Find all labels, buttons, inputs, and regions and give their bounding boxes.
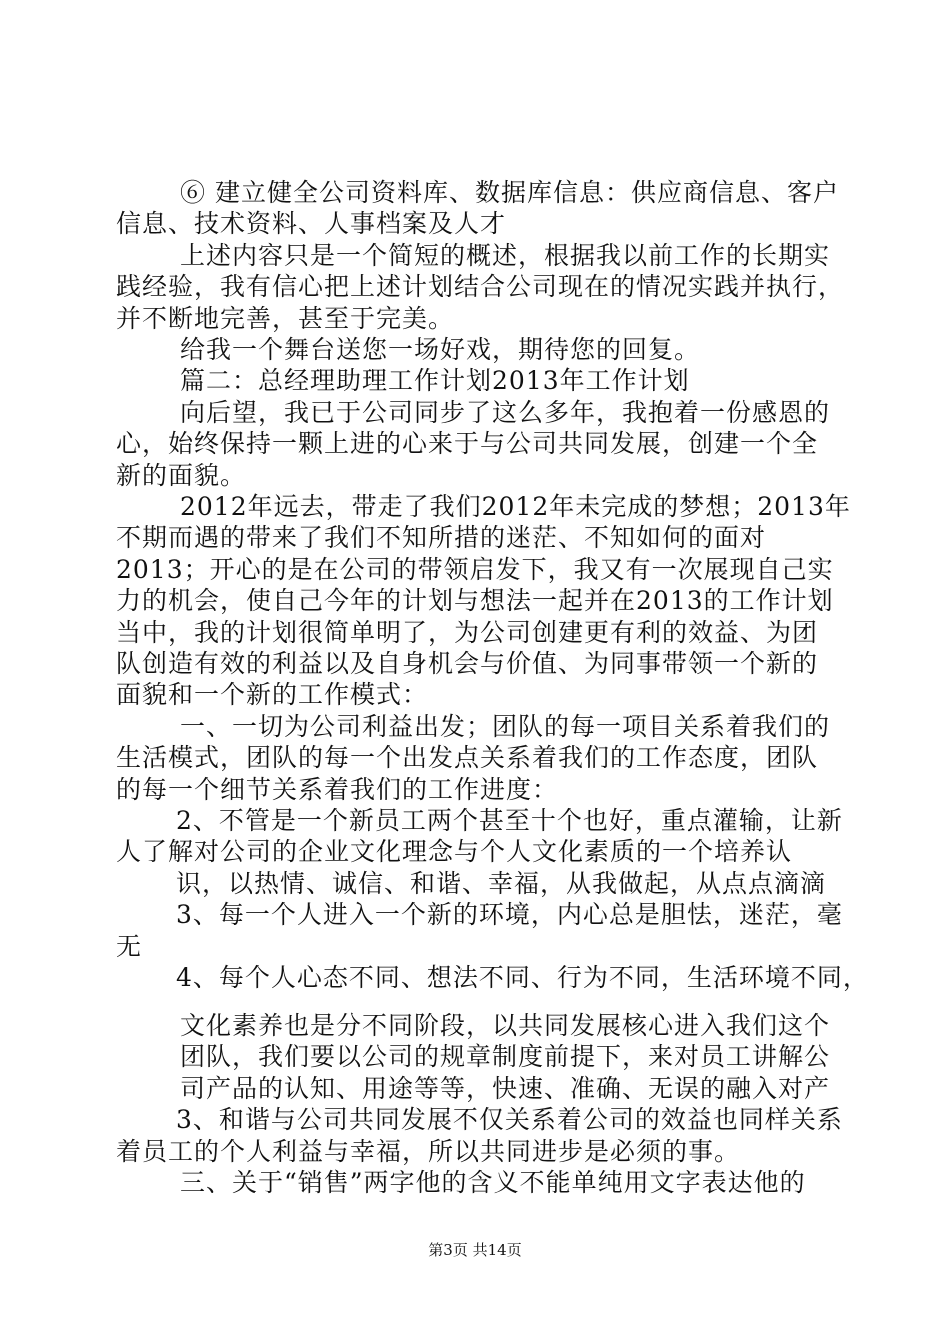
section-heading: 篇二：总经理助理工作计划2013年工作计划 (180, 366, 690, 395)
text-line: 践经验，我有信心把上述计划结合公司现在的情况实践并执行， (116, 272, 845, 301)
text-line: 人了解对公司的企业文化理念与个人文化素质的一个培养认 (116, 837, 793, 866)
text-line: 上述内容只是一个简短的概述，根据我以前工作的长期实 (180, 241, 831, 270)
text-line: 4、每个人心态不同、想法不同、行为不同，生活环境不同， (176, 963, 869, 992)
text-line: 不期而遇的带来了我们不知所措的迷茫、不知如何的面对 (116, 523, 767, 552)
text-line: 面貌和一个新的工作模式： (116, 680, 429, 709)
text-line: 当中，我的计划很简单明了，为公司创建更有利的效益、为团 (116, 618, 819, 647)
text-line: 文化素养也是分不同阶段，以共同发展核心进入我们这个 (180, 1011, 831, 1040)
text-line: 生活模式，团队的每一个出发点关系着我们的工作态度，团队 (116, 743, 819, 772)
text-line: 无 (116, 932, 143, 961)
text-line: ⑥ 建立健全公司资料库、数据库信息：供应商信息、客户 (180, 178, 839, 207)
text-line: 给我一个舞台送您一场好戏，期待您的回复。 (180, 335, 701, 364)
text-line: 新的面貌。 (116, 461, 247, 490)
text-line: 向后望，我已于公司同步了这么多年，我抱着一份感恩的 (180, 398, 831, 427)
text-line: 着员工的个人利益与幸福，所以共同进步是必须的事。 (116, 1137, 741, 1166)
page-number-footer: 第3页 共14页 (428, 1241, 522, 1259)
text-line: 3、每一个人进入一个新的环境，内心总是胆怯，迷茫，毫 (176, 900, 843, 929)
text-line: 三、关于“销售”两字他的含义不能单纯用文字表达他的 (180, 1168, 806, 1197)
text-line: 并不断地完善，甚至于完美。 (116, 304, 455, 333)
text-line: 团队，我们要以公司的规章制度前提下，来对员工讲解公 (180, 1042, 831, 1071)
text-line: 2012年远去，带走了我们2012年未完成的梦想；2013年 (180, 492, 851, 521)
text-line: 3、和谐与公司共同发展不仅关系着公司的效益也同样关系 (176, 1105, 843, 1134)
text-line: 一、一切为公司利益出发；团队的每一项目关系着我们的 (180, 712, 831, 741)
text-line: 的每一个细节关系着我们的工作进度： (116, 775, 559, 804)
text-line: 力的机会，使自己今年的计划与想法一起并在2013的工作计划 (116, 586, 834, 615)
text-line: 司产品的认知、用途等等，快速、准确、无误的融入对产 (180, 1074, 831, 1103)
text-line: 2013；开心的是在公司的带领启发下，我又有一次展现自己实 (116, 555, 834, 584)
text-line: 2、不管是一个新员工两个甚至十个也好，重点灌输，让新 (176, 806, 843, 835)
text-line: 心，始终保持一颗上进的心来于与公司共同发展，创建一个全 (116, 429, 819, 458)
text-line: 队创造有效的利益以及自身机会与价值、为同事带领一个新的 (116, 649, 819, 678)
text-line: 识，以热情、诚信、和谐、幸福，从我做起，从点点滴滴 (176, 869, 827, 898)
text-line: 信息、技术资料、人事档案及人才 (116, 209, 507, 238)
